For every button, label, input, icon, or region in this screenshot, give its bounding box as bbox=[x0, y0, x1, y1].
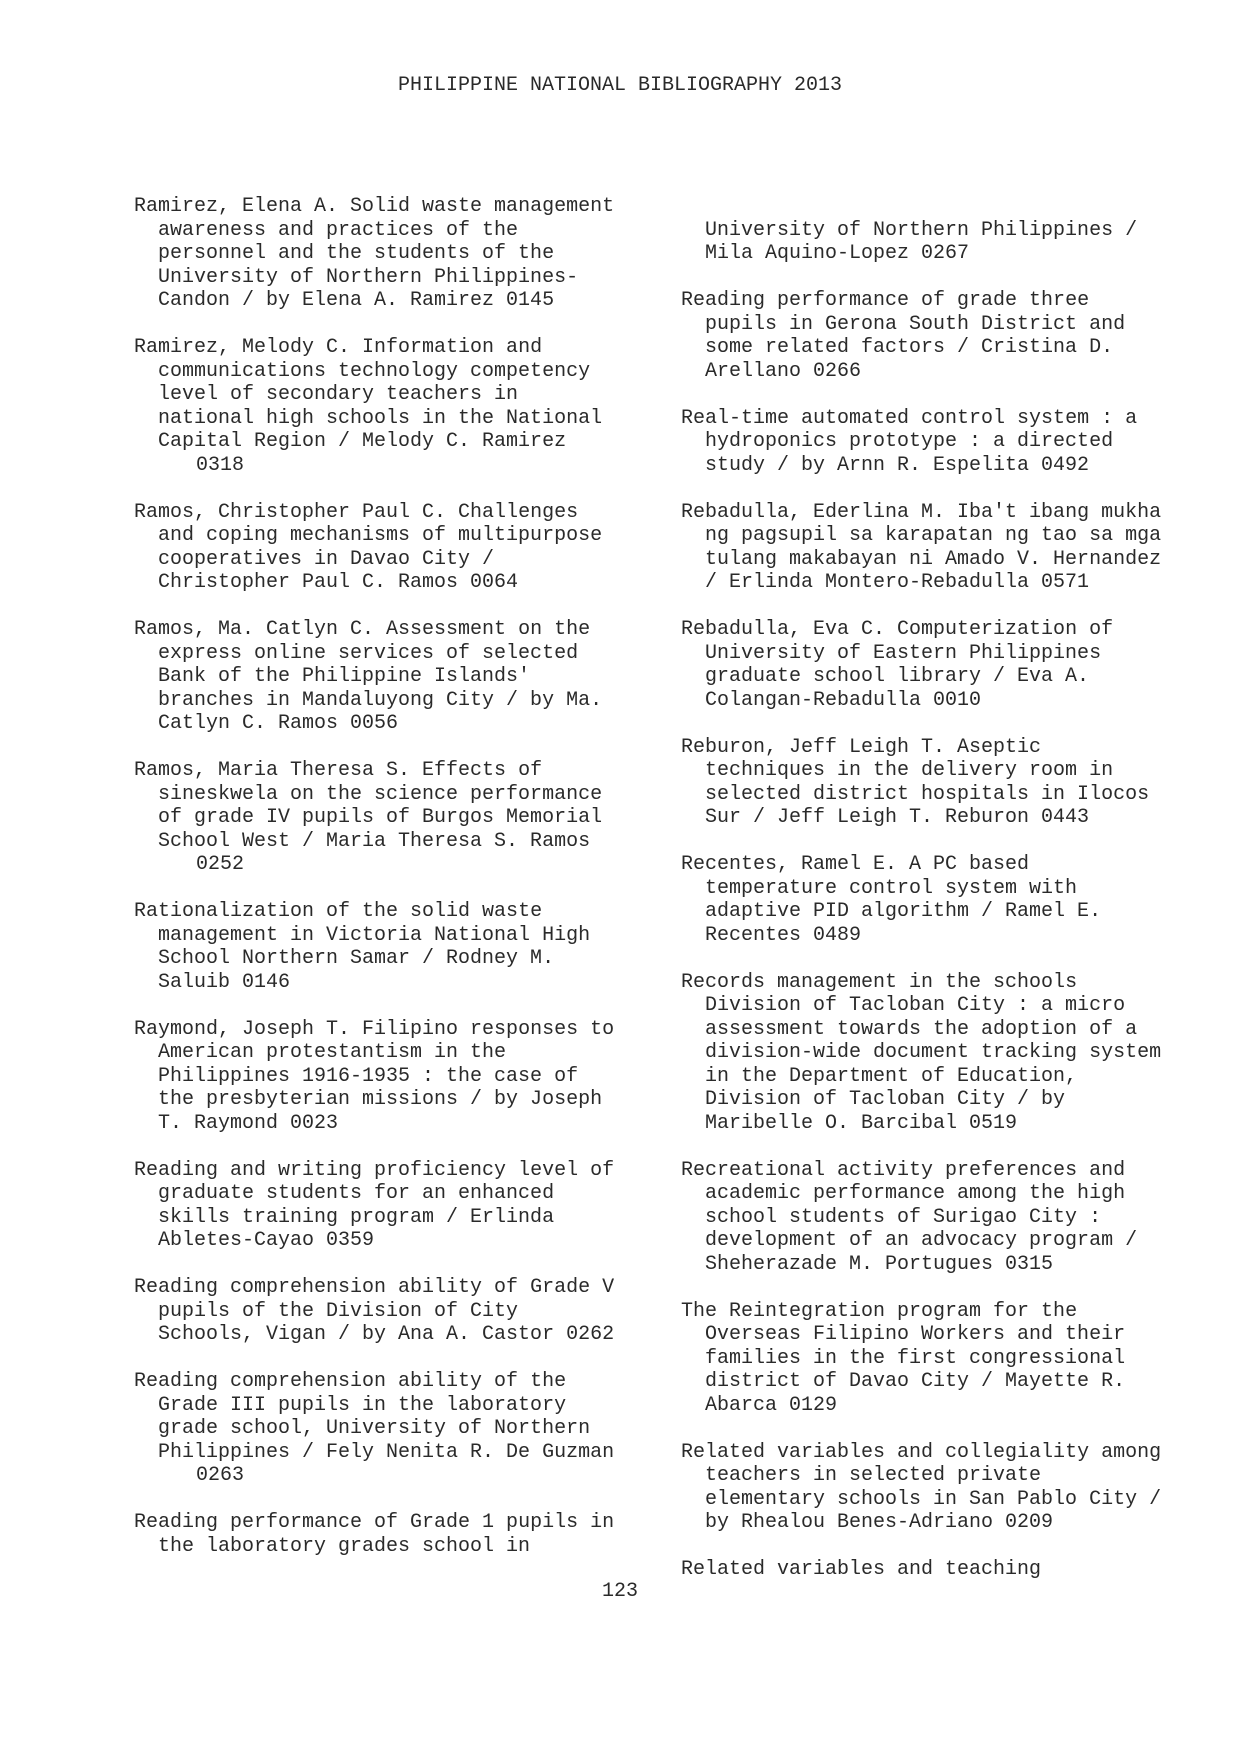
entry-line: communications technology competency bbox=[158, 359, 591, 383]
bibliography-entry bbox=[681, 195, 1211, 266]
entry-line: University of Northern Philippines- bbox=[158, 265, 579, 289]
bibliography-entry bbox=[681, 501, 1211, 595]
entry-line: express online services of selected bbox=[158, 641, 579, 665]
entry-line: academic performance among the high bbox=[705, 1182, 1126, 1205]
entry-heading-line: Related variables and teaching bbox=[681, 1558, 1042, 1581]
bibliography-entry bbox=[134, 618, 664, 736]
entry-line: Arellano 0266 bbox=[705, 359, 862, 383]
entry-heading-line: Ramos, Maria Theresa S. Effects of bbox=[134, 759, 543, 782]
bibliography-entry bbox=[134, 336, 664, 477]
bibliography-entry bbox=[134, 759, 664, 877]
entry-line: Mila Aquino-Lopez 0267 bbox=[705, 242, 970, 265]
entry-line: Recentes 0489 bbox=[705, 923, 862, 947]
entry-heading-line: Recentes, Ramel E. A PC based bbox=[681, 853, 1030, 876]
entry-line: the presbyterian missions / by Joseph bbox=[158, 1088, 603, 1111]
entry-heading-line: Reburon, Jeff Leigh T. Aseptic bbox=[681, 735, 1042, 759]
bibliography-entry bbox=[681, 1300, 1211, 1418]
entry-heading-line: Records management in the schools bbox=[681, 970, 1078, 994]
entry-line: hydroponics prototype : a directed bbox=[705, 430, 1114, 453]
entry-line: Philippines / Fely Nenita R. De Guzman bbox=[158, 1440, 615, 1464]
entry-line: Philippines 1916-1935 : the case of bbox=[158, 1064, 579, 1088]
entry-line: School West / Maria Theresa S. Ramos bbox=[158, 829, 591, 853]
entry-line: 0252 bbox=[196, 853, 245, 876]
entry-line: sineskwela on the science performance bbox=[158, 782, 603, 806]
entry-heading-line: Ramirez, Melody C. Information and bbox=[134, 336, 543, 359]
bibliography-entry bbox=[134, 1159, 664, 1253]
bibliography-entry bbox=[681, 1441, 1211, 1535]
entry-line: University of Northern Philippines / bbox=[705, 218, 1138, 242]
entry-line: in the Department of Education, bbox=[705, 1064, 1078, 1088]
entry-heading-line: Reading comprehension ability of Grade V bbox=[134, 1276, 615, 1299]
entry-line: and coping mechanisms of multipurpose bbox=[158, 524, 603, 547]
entry-line: Capital Region / Melody C. Ramirez bbox=[158, 430, 567, 453]
entry-line: district of Davao City / Mayette R. bbox=[705, 1370, 1126, 1393]
entry-line: national high schools in the National bbox=[158, 406, 603, 430]
entry-line: tulang makabayan ni Amado V. Hernandez bbox=[705, 547, 1162, 571]
entry-line: Grade III pupils in the laboratory bbox=[158, 1393, 567, 1417]
entry-line: Colangan-Rebadulla 0010 bbox=[705, 688, 982, 712]
entry-heading-line: Reading performance of Grade 1 pupils in bbox=[134, 1511, 615, 1534]
entry-line: grade school, University of Northern bbox=[158, 1417, 591, 1440]
bibliography-entry bbox=[681, 971, 1211, 1136]
entry-line: Sheherazade M. Portugues 0315 bbox=[705, 1252, 1054, 1276]
entry-heading-line: The Reintegration program for the bbox=[681, 1299, 1078, 1323]
entry-line: development of an advocacy program / bbox=[705, 1229, 1138, 1252]
entry-line: the laboratory grades school in bbox=[158, 1534, 531, 1558]
entry-line: 0263 bbox=[196, 1464, 245, 1487]
entry-heading-line: Rationalization of the solid waste bbox=[134, 900, 543, 923]
entry-line: Saluib 0146 bbox=[158, 970, 291, 994]
entry-line: / Erlinda Montero-Rebadulla 0571 bbox=[705, 571, 1090, 594]
entry-line: graduate students for an enhanced bbox=[158, 1182, 555, 1205]
entry-line: awareness and practices of the bbox=[158, 218, 519, 242]
entry-line: University of Eastern Philippines bbox=[705, 641, 1102, 665]
entry-line: cooperatives in Davao City / bbox=[158, 547, 495, 571]
bibliography-entry bbox=[681, 407, 1211, 478]
entry-heading-line: Rebadulla, Ederlina M. Iba't ibang mukha bbox=[681, 500, 1162, 524]
entry-heading-line: Reading and writing proficiency level of bbox=[134, 1158, 615, 1182]
entry-line: of grade IV pupils of Burgos Memorial bbox=[158, 806, 603, 829]
entry-heading-line: Ramirez, Elena A. Solid waste management bbox=[134, 195, 615, 218]
entry-line: American protestantism in the bbox=[158, 1041, 507, 1064]
entry-line: skills training program / Erlinda bbox=[158, 1205, 555, 1229]
entry-line: Sur / Jeff Leigh T. Reburon 0443 bbox=[705, 806, 1090, 829]
entry-heading-line: Ramos, Christopher Paul C. Challenges bbox=[134, 500, 579, 524]
entry-line: School Northern Samar / Rodney M. bbox=[158, 947, 555, 970]
entry-heading-line: Ramos, Ma. Catlyn C. Assessment on the bbox=[134, 618, 591, 641]
entry-heading-line: Related variables and collegiality among bbox=[681, 1440, 1162, 1464]
entry-line: personnel and the students of the bbox=[158, 242, 555, 265]
bibliography-entry bbox=[134, 501, 664, 595]
entry-line: Catlyn C. Ramos 0056 bbox=[158, 712, 399, 735]
page-number: 123 bbox=[601, 1580, 638, 1603]
entry-line: ng pagsupil sa karapatan ng tao sa mga bbox=[705, 524, 1162, 547]
bibliography-entry bbox=[134, 1018, 664, 1136]
entry-line: Christopher Paul C. Ramos 0064 bbox=[158, 571, 519, 594]
entry-line: level of secondary teachers in bbox=[158, 383, 519, 406]
entry-heading-line: Raymond, Joseph T. Filipino responses to bbox=[134, 1017, 615, 1041]
entry-line: division-wide document tracking system bbox=[705, 1041, 1162, 1064]
entry-line: study / by Arnn R. Espelita 0492 bbox=[705, 453, 1090, 477]
entry-line: school students of Surigao City : bbox=[705, 1205, 1102, 1229]
entry-line: temperature control system with bbox=[705, 876, 1078, 900]
running-header: PHILIPPINE NATIONAL BIBLIOGRAPHY 2013 bbox=[397, 74, 843, 97]
bibliography-entry bbox=[134, 1276, 664, 1347]
entry-heading-line: Recreational activity preferences and bbox=[681, 1158, 1126, 1182]
entry-line: Overseas Filipino Workers and their bbox=[705, 1323, 1126, 1346]
bibliography-entry bbox=[134, 1511, 664, 1558]
bibliography-entry bbox=[134, 1370, 664, 1488]
bibliography-entry bbox=[681, 853, 1211, 947]
entry-heading-line: Reading performance of grade three bbox=[681, 289, 1090, 312]
bibliography-entry bbox=[681, 618, 1211, 712]
entry-line: graduate school library / Eva A. bbox=[705, 665, 1090, 688]
entry-line: assessment towards the adoption of a bbox=[705, 1017, 1138, 1041]
entry-line: Maribelle O. Barcibal 0519 bbox=[705, 1111, 1018, 1135]
bibliography-entry bbox=[681, 1159, 1211, 1277]
entry-line: 0318 bbox=[196, 453, 245, 477]
entry-line: teachers in selected private bbox=[705, 1464, 1042, 1487]
bibliography-entry bbox=[681, 289, 1211, 383]
entry-line: adaptive PID algorithm / Ramel E. bbox=[705, 900, 1102, 923]
bibliography-entry bbox=[134, 900, 664, 994]
left-column bbox=[134, 195, 664, 1582]
entry-line: elementary schools in San Pablo City / bbox=[705, 1487, 1162, 1511]
entry-line: Schools, Vigan / by Ana A. Castor 0262 bbox=[158, 1323, 615, 1346]
entry-line: Abletes-Cayao 0359 bbox=[158, 1229, 375, 1252]
bibliography-entry bbox=[681, 1558, 1211, 1582]
entry-heading-line: Reading comprehension ability of the bbox=[134, 1370, 567, 1393]
entry-line: families in the first congressional bbox=[705, 1346, 1126, 1370]
entry-line: some related factors / Cristina D. bbox=[705, 336, 1114, 359]
entry-line: pupils in Gerona South District and bbox=[705, 312, 1126, 336]
entry-line: management in Victoria National High bbox=[158, 923, 591, 947]
entry-line: Bank of the Philippine Islands' bbox=[158, 665, 531, 688]
entry-line: Division of Tacloban City / by bbox=[705, 1088, 1066, 1111]
entry-line: Division of Tacloban City : a micro bbox=[705, 994, 1126, 1017]
bibliography-entry bbox=[681, 736, 1211, 830]
entry-heading-line: Rebadulla, Eva C. Computerization of bbox=[681, 618, 1114, 641]
entry-line: Candon / by Elena A. Ramirez 0145 bbox=[158, 289, 555, 312]
entry-line: T. Raymond 0023 bbox=[158, 1111, 339, 1135]
entry-line: techniques in the delivery room in bbox=[705, 759, 1114, 782]
entry-line: branches in Mandaluyong City / by Ma. bbox=[158, 688, 603, 712]
entry-heading-line: Real-time automated control system : a bbox=[681, 406, 1138, 430]
entry-line: pupils of the Division of City bbox=[158, 1299, 519, 1323]
bibliography-entry bbox=[134, 195, 664, 313]
entry-line: selected district hospitals in Ilocos bbox=[705, 782, 1150, 806]
entry-line: by Rhealou Benes-Adriano 0209 bbox=[705, 1511, 1054, 1534]
entry-line: Abarca 0129 bbox=[705, 1393, 838, 1417]
right-column bbox=[681, 195, 1211, 1605]
entry-line bbox=[681, 195, 1211, 219]
